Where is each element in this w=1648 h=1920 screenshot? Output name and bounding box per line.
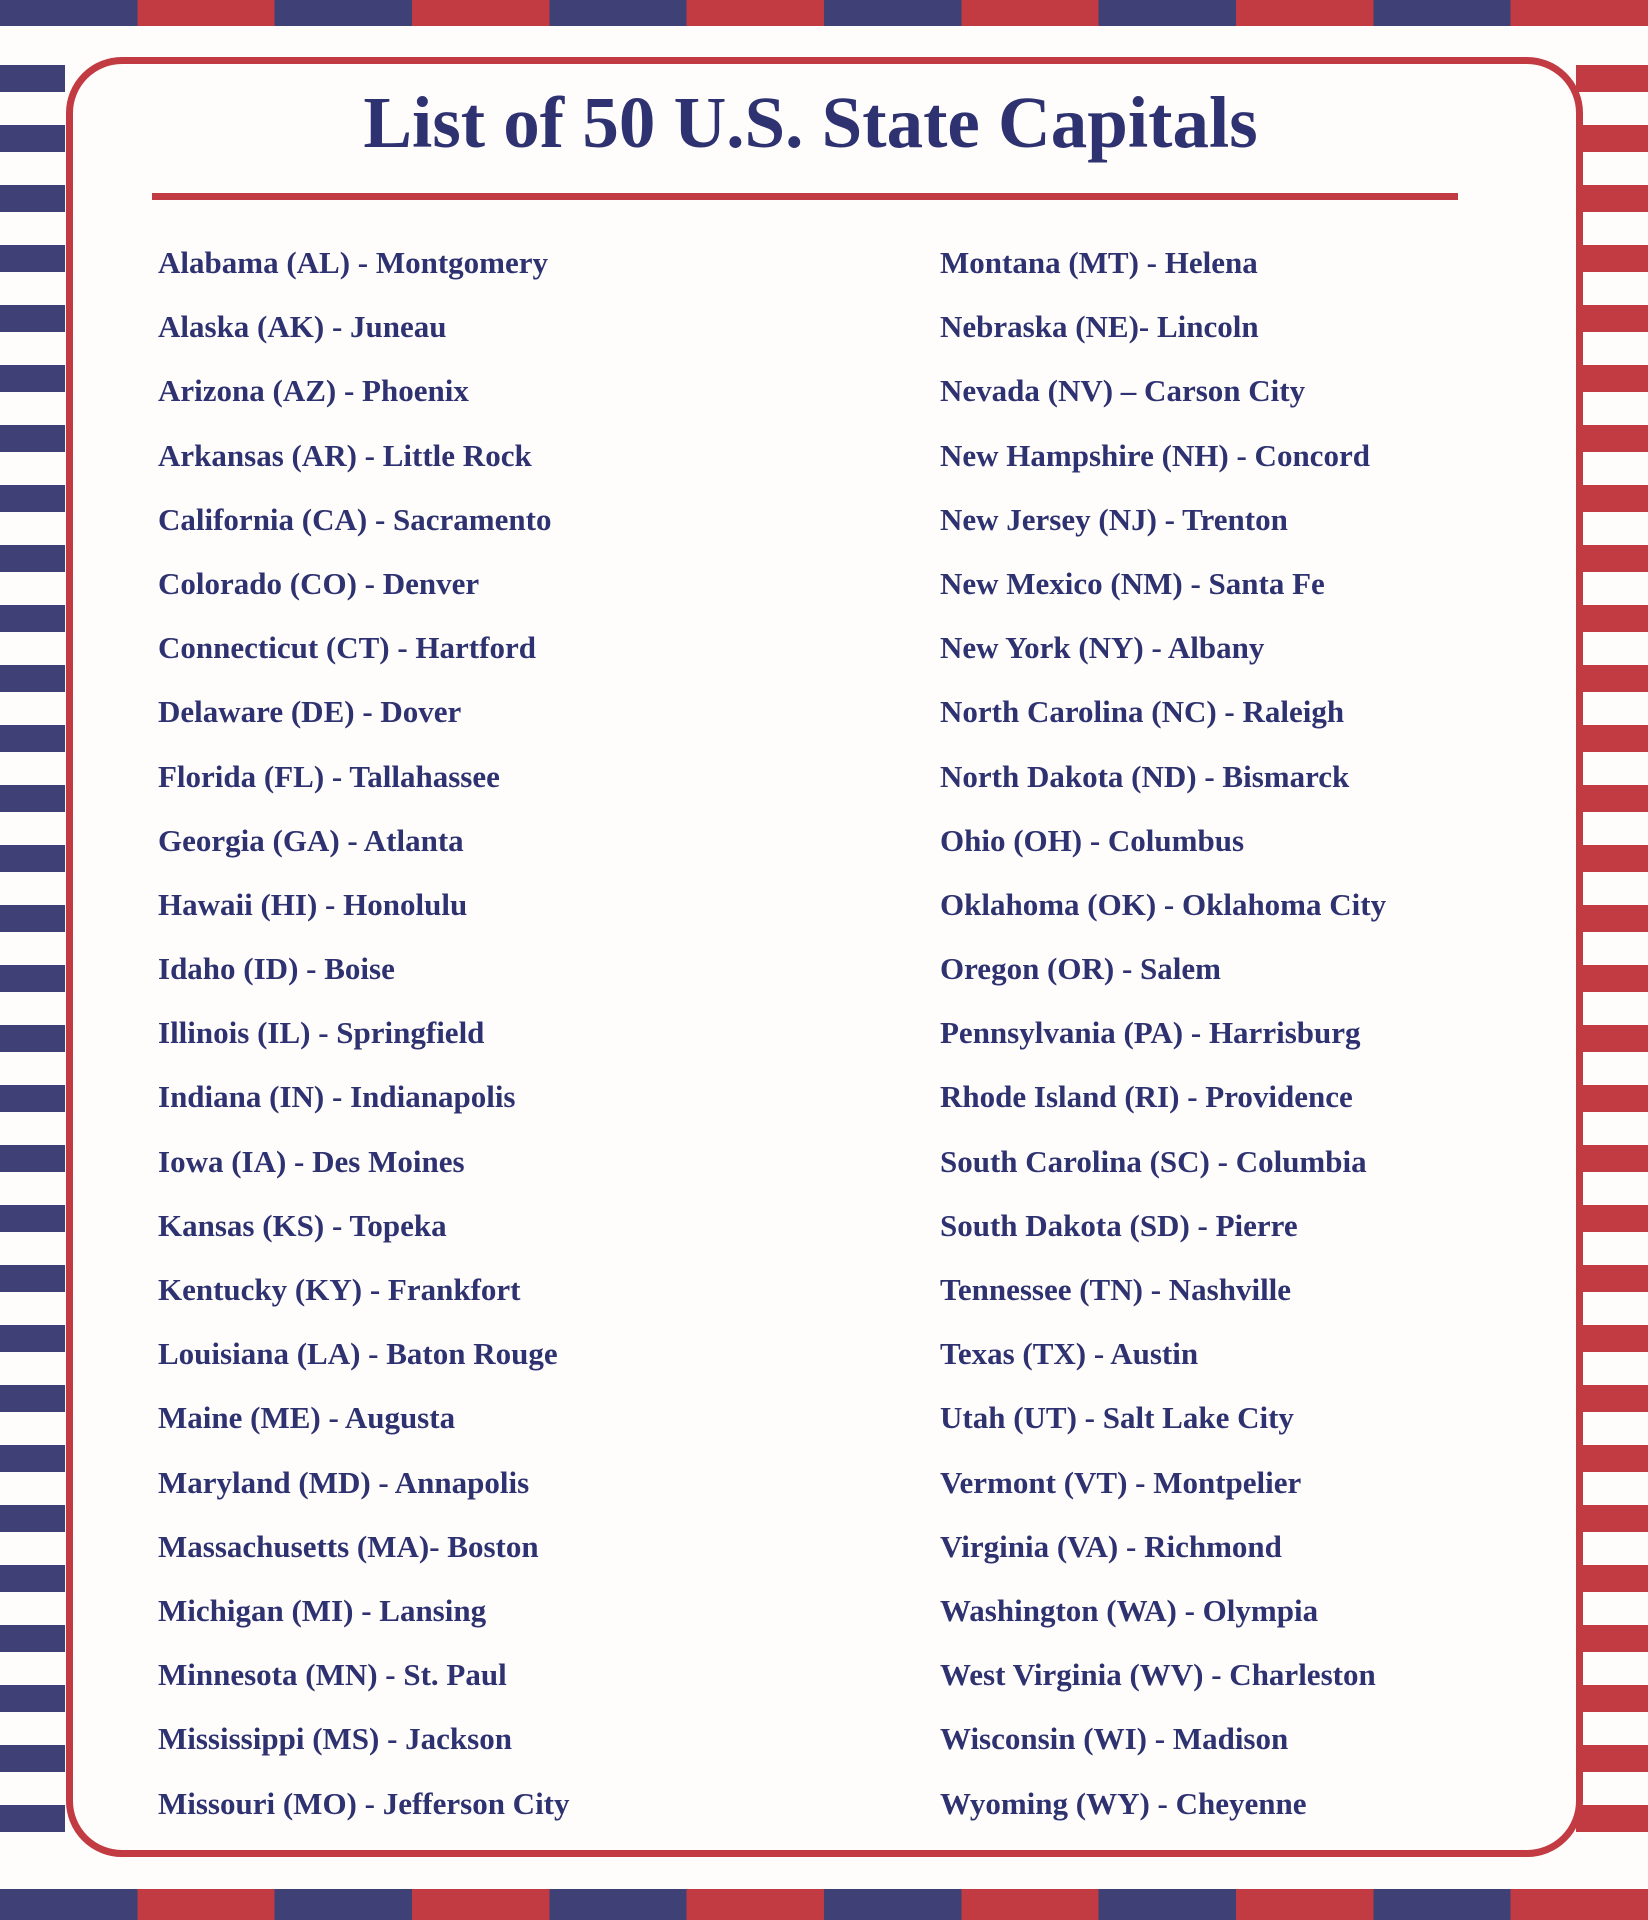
capital-list-item: Nebraska (NE)- Lincoln [940,309,1259,345]
capital-list-item: Ohio (OH) - Columbus [940,822,1245,858]
page-title: List of 50 U.S. State Capitals [363,82,1258,163]
capital-list-item: Hawaii (HI) - Honolulu [158,886,468,922]
capital-list-item: Nevada (NV) – Carson City [940,373,1306,409]
capital-list-item: Colorado (CO) - Denver [158,565,480,601]
content-card [66,57,1583,1857]
capital-list-item: Georgia (GA) - Atlanta [158,822,464,858]
left-border-stripes [0,65,65,1856]
capital-list-item: Wisconsin (WI) - Madison [940,1721,1289,1757]
capital-list-item: California (CA) - Sacramento [158,501,552,537]
capital-list-item: West Virginia (WV) - Charleston [940,1657,1376,1693]
capital-list-item: South Dakota (SD) - Pierre [940,1207,1298,1243]
capital-list-item: New York (NY) - Albany [940,630,1265,666]
capital-list-item: Maine (ME) - Augusta [158,1400,456,1436]
capital-list-item: Kentucky (KY) - Frankfort [158,1272,521,1307]
capital-list-item: Illinois (IL) - Springfield [158,1015,485,1051]
capital-list-item: New Hampshire (NH) - Concord [940,437,1370,473]
capital-list-item: Alaska (AK) - Juneau [158,309,447,345]
capital-list-item: Texas (TX) - Austin [940,1336,1199,1372]
capital-list-item: Connecticut (CT) - Hartford [158,630,536,666]
capitals-column-left [158,231,570,1836]
title-underline [152,193,1458,200]
capital-list-item: New Mexico (NM) - Santa Fe [940,565,1325,601]
capital-list-item: North Carolina (NC) - Raleigh [940,694,1345,730]
capital-list-item: Alabama (AL) - Montgomery [158,245,549,280]
capital-list-item: Minnesota (MN) - St. Paul [158,1657,507,1693]
capital-list-item: North Dakota (ND) - Bismarck [940,758,1350,794]
capitals-column-right [940,231,1386,1836]
capital-list-item: Missouri (MO) - Jefferson City [158,1785,570,1821]
capital-list-item: Michigan (MI) - Lansing [158,1592,487,1628]
capital-list-item: Montana (MT) - Helena [940,245,1258,280]
capital-list-item: Utah (UT) - Salt Lake City [940,1400,1294,1436]
capital-list-item: Pennsylvania (PA) - Harrisburg [940,1015,1361,1051]
capital-list-item: Iowa (IA) - Des Moines [158,1143,465,1179]
capital-list-item: Delaware (DE) - Dover [158,694,462,730]
capital-list-item: Massachusetts (MA)- Boston [158,1528,539,1564]
capital-list-item: Tennessee (TN) - Nashville [940,1272,1292,1307]
capital-list-item: Oregon (OR) - Salem [940,951,1221,987]
bottom-border-stripes [0,1889,1648,1920]
capital-list-item: Florida (FL) - Tallahassee [158,758,500,794]
capital-list-item: Rhode Island (RI) - Providence [940,1079,1353,1115]
capital-list-item: Idaho (ID) - Boise [158,951,395,987]
capital-list-item: Vermont (VT) - Montpelier [940,1464,1302,1500]
capital-list-item: Washington (WA) - Olympia [940,1592,1319,1628]
capital-list-item: Mississippi (MS) - Jackson [158,1721,512,1757]
capital-list-item: Louisiana (LA) - Baton Rouge [158,1336,558,1372]
capital-list-item: Indiana (IN) - Indianapolis [158,1079,516,1115]
capital-list-item: Oklahoma (OK) - Oklahoma City [940,886,1387,922]
right-border-stripes [1576,65,1648,1856]
capital-list-item: Wyoming (WY) - Cheyenne [940,1785,1307,1821]
capital-list-item: New Jersey (NJ) - Trenton [940,501,1288,537]
capital-list-item: Kansas (KS) - Topeka [158,1207,447,1243]
capital-list-item: Virginia (VA) - Richmond [940,1528,1282,1564]
capital-list-item: Arkansas (AR) - Little Rock [158,437,532,473]
capital-list-item: Arizona (AZ) - Phoenix [158,373,469,409]
capital-list-item: South Carolina (SC) - Columbia [940,1143,1367,1179]
top-border-stripes [0,0,1648,26]
capital-list-item: Maryland (MD) - Annapolis [158,1464,530,1500]
